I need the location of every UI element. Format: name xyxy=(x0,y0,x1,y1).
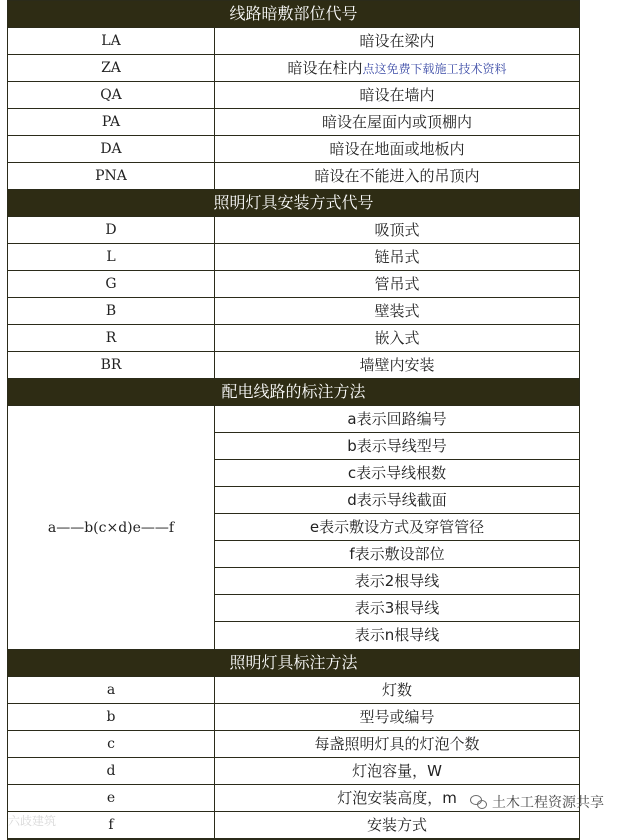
desc-cell: 链吊式 xyxy=(374,248,420,266)
wiring-items xyxy=(215,406,579,649)
desc-cell: 每盏照明灯具的灯泡个数 xyxy=(314,735,480,753)
table-row xyxy=(8,352,579,379)
wiring-item: 表示3根导线 xyxy=(215,595,579,622)
table-row xyxy=(8,298,579,325)
table-row xyxy=(8,677,579,704)
table-row xyxy=(8,55,579,82)
code-cell: ZA xyxy=(8,55,215,81)
table-row xyxy=(8,28,579,55)
table-row xyxy=(8,163,579,190)
code-cell: f xyxy=(8,812,215,838)
desc-cell: 型号或编号 xyxy=(359,708,435,726)
desc-cell: 墙壁内安装 xyxy=(359,356,435,374)
desc-cell: 暗设在不能进入的吊顶内 xyxy=(314,167,480,185)
table-row xyxy=(8,704,579,731)
table-row xyxy=(8,731,579,758)
desc-cell: 吸顶式 xyxy=(374,221,420,239)
desc-text: 暗设在柱内 xyxy=(287,59,363,77)
code-cell: R xyxy=(8,325,215,351)
code-cell: LA xyxy=(8,28,215,54)
table-row xyxy=(8,82,579,109)
desc-cell: 暗设在墙内 xyxy=(359,86,435,104)
wechat-icon xyxy=(470,795,488,809)
code-cell: QA xyxy=(8,82,215,108)
section-header: 配电线路的标注方法 xyxy=(8,379,579,406)
desc-cell: 暗设在屋面内或顶棚内 xyxy=(321,113,472,131)
table-row xyxy=(8,758,579,785)
desc-cell: 灯泡安装高度，m xyxy=(337,789,457,807)
table-row xyxy=(8,812,579,839)
code-cell: c xyxy=(8,731,215,757)
code-cell: BR xyxy=(8,352,215,378)
wiring-item: 表示n根导线 xyxy=(354,626,440,644)
section-header: 照明灯具标注方法 xyxy=(8,650,579,677)
table-row xyxy=(8,217,579,244)
desc-cell: 灯数 xyxy=(381,681,412,699)
code-cell: e xyxy=(8,785,215,811)
desc-cell: 安装方式 xyxy=(366,816,427,834)
desc-cell: 管吊式 xyxy=(374,275,420,293)
desc-cell: 壁装式 xyxy=(374,302,420,320)
code-cell: B xyxy=(8,298,215,324)
desc-cell: 暗设在地面或地板内 xyxy=(329,140,465,158)
download-link[interactable]: 点这免费下载施工技术资料 xyxy=(362,62,507,76)
code-cell: b xyxy=(8,704,215,730)
wiring-item: a表示回路编号 xyxy=(215,406,579,433)
table-row xyxy=(8,109,579,136)
code-cell: DA xyxy=(8,136,215,162)
table-row xyxy=(8,271,579,298)
wiring-row xyxy=(8,406,579,650)
code-cell: d xyxy=(8,758,215,784)
wiring-item: c表示导线根数 xyxy=(215,460,579,487)
desc-cell: 嵌入式 xyxy=(374,329,420,347)
desc-cell: 灯泡容量，W xyxy=(352,762,442,780)
wiring-item: 表示2根导线 xyxy=(215,568,579,595)
desc-cell xyxy=(215,55,579,81)
watermark-right xyxy=(470,792,604,812)
table-row xyxy=(8,325,579,352)
wiring-item: b表示导线型号 xyxy=(215,433,579,460)
code-cell: a xyxy=(8,677,215,703)
wiring-item: e表示敷设方式及穿管管径 xyxy=(215,514,579,541)
code-cell: D xyxy=(8,217,215,243)
code-cell: PNA xyxy=(8,163,215,189)
wiring-item: d表示导线截面 xyxy=(215,487,579,514)
section-header: 照明灯具安装方式代号 xyxy=(8,190,579,217)
table-row xyxy=(8,244,579,271)
table-row xyxy=(8,136,579,163)
section-header: 线路暗敷部位代号 xyxy=(8,1,579,28)
reference-table xyxy=(7,0,580,840)
wiring-formula: a——b(c×d)e——f xyxy=(8,406,215,649)
watermark-left: 六歧建筑 xyxy=(8,814,57,828)
watermark-right-text: 土木工程资源共享 xyxy=(492,795,604,811)
code-cell: PA xyxy=(8,109,215,135)
wiring-item: f表示敷设部位 xyxy=(215,541,579,568)
desc-cell: 暗设在梁内 xyxy=(359,32,435,50)
code-cell: L xyxy=(8,244,215,270)
code-cell: G xyxy=(8,271,215,297)
